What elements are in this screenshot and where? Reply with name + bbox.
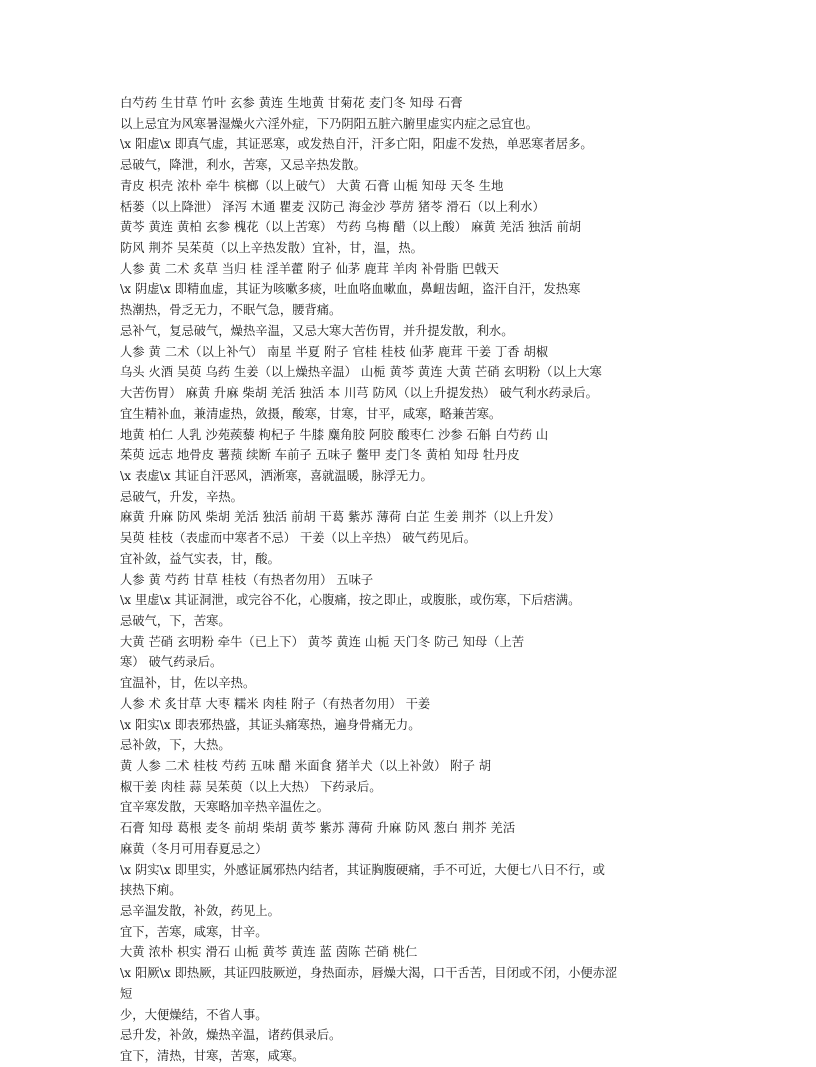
text-line: 人参 术 炙甘草 大枣 糯米 肉桂 附子（有热者勿用） 干姜: [120, 696, 431, 711]
text-line: \x 表虚\x 其证自汗恶风，洒淅寒，喜就温暖，脉浮无力。: [120, 468, 433, 483]
text-line: 人参 黄 芍药 甘草 桂枝（有热者勿用） 五味子: [120, 572, 374, 587]
text-line: \x 阳厥\x 即热厥，其证四肢厥逆，身热面赤，唇燥大渴，口干舌苦，目闭或不闭，小便赤涩: [120, 966, 618, 981]
text-line: 忌破气，降泄，利水，苦寒，又忌辛热发散。: [120, 158, 366, 173]
text-line: 短: [120, 986, 133, 1001]
text-line: 吴萸 桂枝（表虚而中寒者不忌） 干姜（以上辛热） 破气药见后。: [120, 531, 477, 546]
text-line: 大黄 芒硝 玄明粉 牵牛（已上下） 黄芩 黄连 山栀 天门冬 防己 知母（上苦: [120, 634, 525, 649]
text-line: 忌辛温发散，补敛，药见上。: [120, 904, 280, 919]
text-line: 宜温补，甘，佐以辛热。: [120, 676, 256, 691]
text-line: 宜下，苦寒，咸寒，甘辛。: [120, 924, 268, 939]
text-line: 忌升发，补敛，燥热辛温，诸药俱录后。: [120, 1028, 342, 1043]
text-line: 宜生精补血，兼清虚热，敛摄，酸寒，甘寒，甘平，咸寒，略兼苦寒。: [120, 406, 502, 421]
text-line: 以上忌宜为风寒暑湿燥火六淫外症，下乃阴阳五脏六腑里虚实内症之忌宜也。: [120, 116, 539, 131]
text-line: 人参 黄 二术（以上补气） 南星 半夏 附子 官桂 桂枝 仙茅 鹿茸 干姜 丁香 胡椒: [120, 344, 549, 359]
text-line: 石膏 知母 葛根 麦冬 前胡 柴胡 黄芩 紫苏 薄荷 升麻 防风 葱白 荆芥 羌活: [120, 821, 516, 836]
text-line: 热潮热，骨乏无力，不眠气急，腰背痛。: [120, 303, 342, 318]
text-line: 椒干姜 肉桂 蒜 吴茱萸（以上大热） 下药录后。: [120, 779, 382, 794]
text-line: 麻黄 升麻 防风 柴胡 羌活 独活 前胡 干葛 紫苏 薄荷 白芷 生姜 荆芥（以上升发）: [120, 510, 561, 525]
text-line: 寒） 破气药录后。: [120, 655, 223, 670]
text-line: 挟热下痢。: [120, 883, 182, 898]
text-line: 忌破气，下，苦寒。: [120, 613, 231, 628]
document-page: [120, 93, 700, 1067]
text-line: 大苦伤胃） 麻黄 升麻 柴胡 羌活 独活 本 川芎 防风（以上升提发热） 破气利水药录后。: [120, 386, 598, 401]
text-line: 防风 荆芥 吴茱萸（以上辛热发散）宜补，甘，温，热。: [120, 241, 423, 256]
text-line: 宜补敛，益气实表，甘，酸。: [120, 551, 280, 566]
text-line: 黄芩 黄连 黄柏 玄参 槐花（以上苦寒） 芍药 乌梅 醋（以上酸） 麻黄 羌活 独活 前胡: [120, 220, 582, 235]
text-line: 忌补敛，下，大热。: [120, 738, 231, 753]
text-line: 青皮 枳壳 浓朴 牵牛 槟榔（以上破气） 大黄 石膏 山栀 知母 天冬 生地: [120, 178, 504, 193]
text-line: 栝蒌（以上降泄） 泽泻 木通 瞿麦 汉防己 海金沙 葶苈 猪苓 滑石（以上利水）: [120, 199, 545, 214]
text-line: 白芍药 生甘草 竹叶 玄参 黄连 生地黄 甘菊花 麦门冬 知母 石膏: [120, 96, 463, 110]
text-line: \x 阴实\x 即里实，外感证属邪热内结者，其证胸腹硬痛，手不可近，大便七八日不行，或: [120, 862, 605, 877]
text-line: \x 阳实\x 即表邪热盛，其证头痛寒热，遍身骨痛无力。: [120, 717, 421, 732]
text-line: \x 阴虚\x 即精血虚，其证为咳嗽多痰，吐血咯血嗽血，鼻衄齿衄，盗汗自汗，发热寒: [120, 282, 581, 297]
text-line: 宜下，清热，甘寒，苦寒，咸寒。: [120, 1049, 305, 1064]
text-line: 茱萸 远志 地骨皮 薯蓣 续断 车前子 五味子 鳖甲 麦门冬 黄柏 知母 牡丹皮: [120, 448, 520, 463]
text-line: 地黄 柏仁 人乳 沙苑蒺藜 枸杞子 牛膝 麋角胶 阿胶 酸枣仁 沙参 石斛 白芍药 山: [120, 427, 549, 442]
text-line: 宜辛寒发散，天寒略加辛热辛温佐之。: [120, 800, 330, 815]
text-line: \x 里虚\x 其证洞泄，或完谷不化，心腹痛，按之即止，或腹胀，或伤寒，下后痞满。: [120, 593, 581, 608]
text-line: 麻黄（冬月可用春夏忌之）: [120, 841, 268, 856]
text-line: 忌补气，复忌破气，燥热辛温，又忌大寒大苦伤胃，并升提发散，利水。: [120, 323, 514, 338]
text-line: 人参 黄 二术 炙草 当归 桂 淫羊藿 附子 仙茅 鹿茸 羊肉 补骨脂 巴戟天: [120, 261, 499, 276]
text-line: 黄 人参 二术 桂枝 芍药 五味 醋 米面食 猪羊犬（以上补敛） 附子 胡: [120, 759, 492, 773]
text-line: 少，大便燥结，不省人事。: [120, 1007, 268, 1022]
text-line: 大黄 浓朴 枳实 滑石 山栀 黄芩 黄连 蓝 茵陈 芒硝 桃仁: [120, 945, 418, 960]
text-line: \x 阳虚\x 即真气虚，其证恶寒，或发热自汗，汗多亡阳，阳虚不发热，单恶寒者居多。: [120, 137, 593, 152]
text-line: 忌破气，升发，辛热。: [120, 489, 243, 504]
text-line: 乌头 火酒 吴萸 乌药 生姜（以上燥热辛温） 山栀 黄芩 黄连 大黄 芒硝 玄明粉（以上大寒: [120, 365, 602, 380]
